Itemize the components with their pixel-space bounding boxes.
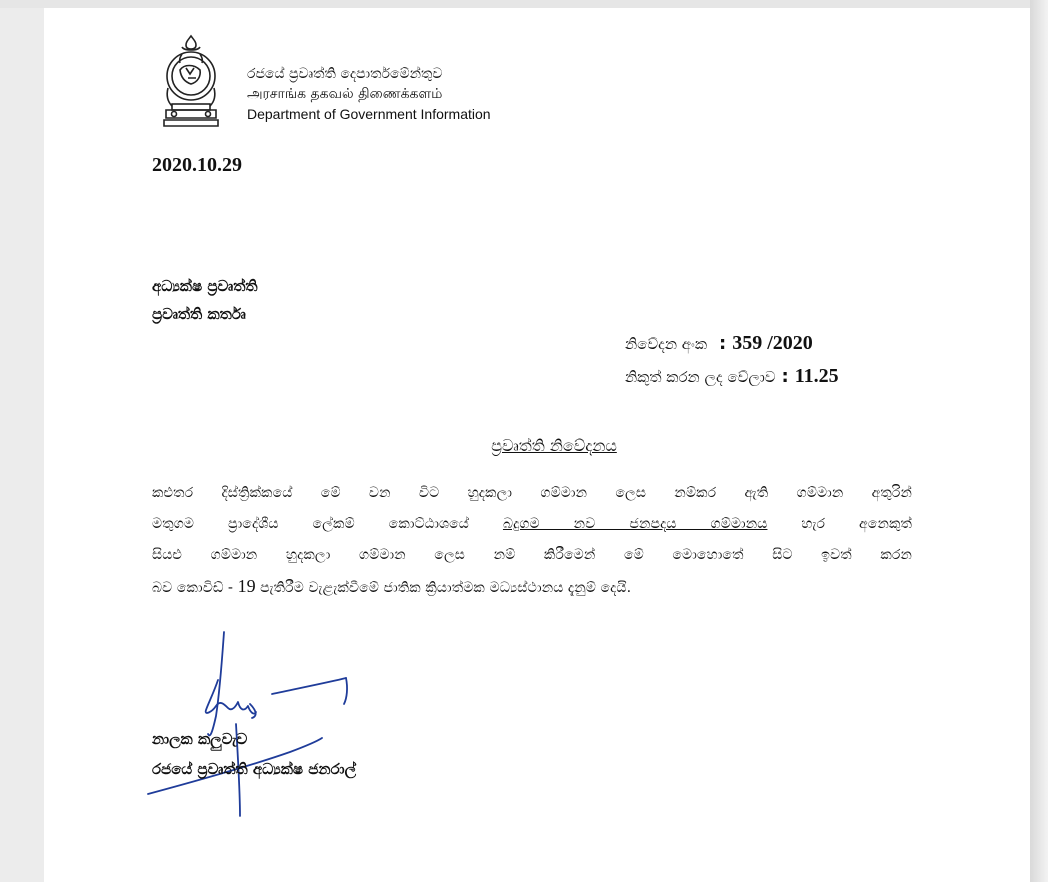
body-line-4-end: පැතිරීම වැළැක්වීමේ ජාතික ක්‍රියාත්මක මධ්‍යස්ථානය දැනුම් දෙයි. xyxy=(260,580,632,596)
body-underlined-village: බදුගම නව ජනපදය ගම්මානය xyxy=(502,516,768,532)
issued-time-row: නිකුත් කරන ලද වේලාව : 11.25 xyxy=(625,365,839,387)
document-date: 2020.10.29 xyxy=(152,154,242,176)
page-top-edge xyxy=(0,0,1048,8)
body-line-1: කළුතර දිස්ත්‍රික්කයේ මේ වන විට හුදකලා ගම්මාන ලෙස නම්කර ඇති ගම්මාන අතුරින් xyxy=(152,485,912,501)
issued-time: 11.25 xyxy=(794,365,839,387)
notice-body xyxy=(152,478,912,604)
release-number-label: නිවේදන අංක xyxy=(625,335,708,353)
department-name-sinhala: රජයේ ප්‍රවෘත්ති දෙපාර්තමේන්තුව xyxy=(247,66,443,82)
document-heading: ප්‍රවෘත්ති නිවේදනය xyxy=(491,436,617,455)
letterhead xyxy=(247,64,491,124)
body-line-4-start: බව කොවිඩ් - xyxy=(152,580,234,596)
recipient-line-1: අධ්‍යක්ෂ ප්‍රවෘත්ති xyxy=(152,277,258,295)
release-number: 359 /2020 xyxy=(732,332,813,354)
body-line-2-start: මතුගම ප්‍රාදේශීය ලේකම් කොට්ඨාශයේ xyxy=(152,516,469,532)
signatory-name: නාලක කලුවැව xyxy=(152,730,248,748)
body-line-2 xyxy=(152,509,912,540)
sri-lanka-emblem-icon xyxy=(160,34,222,130)
recipient-line-2: ප්‍රවෘත්ති කර්තෘ xyxy=(152,305,246,323)
department-name-tamil: அரசாங்க தகவல் திணைக்களம் xyxy=(247,86,443,102)
release-number-row: නිවේදන අංක : 359 /2020 xyxy=(625,332,813,354)
issued-time-label: නිකුත් කරන ලද වේලාව xyxy=(625,368,776,386)
department-name-english: Department of Government Information xyxy=(247,106,491,122)
body-line-4-number: 19 xyxy=(237,576,256,596)
body-line-2-end: හැර අනෙකුත් xyxy=(801,516,913,532)
reference-block xyxy=(625,327,839,393)
signatory-title: රජයේ ප්‍රවෘත්ති අධ්‍යක්ෂ ජනරාල් xyxy=(152,760,357,778)
body-line-4 xyxy=(152,571,912,604)
body-line-3: සියළු ගම්මාන හුදකලා ගම්මාන ලෙස නම් කිරීමෙන් මේ මොහොතේ සිට ඉවත් කරන xyxy=(152,547,912,563)
recipient-block xyxy=(152,272,258,328)
signatory-block xyxy=(152,724,356,784)
